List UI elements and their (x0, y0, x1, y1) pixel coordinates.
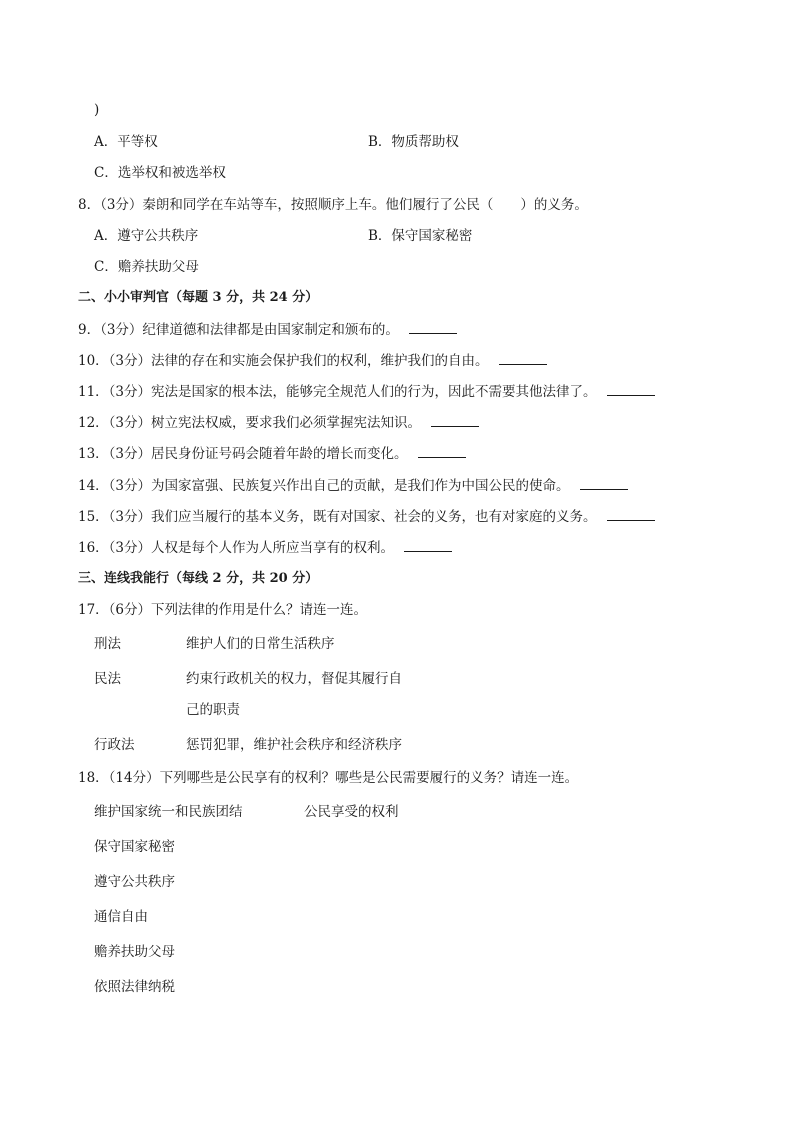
answer-blank[interactable] (418, 445, 466, 458)
q7-option-c: C．选举权和被选举权 (94, 165, 226, 181)
q17-left-item: 刑法 (94, 636, 121, 652)
q17-right-item: 惩罚犯罪，维护社会秩序和经济秩序 (186, 737, 402, 753)
question-12: 12．（3分）树立宪法权威，要求我们必须掌握宪法知识。 (78, 413, 479, 433)
question-11: 11．（3分）宪法是国家的根本法，能够完全规范人们的行为，因此不需要其他法律了。 (78, 382, 655, 402)
q7-stem-tail: ) (94, 102, 100, 118)
q18-left-item: 通信自由 (94, 909, 148, 925)
q18-left-item: 依照法律纳税 (94, 979, 175, 995)
answer-blank[interactable] (499, 352, 547, 365)
answer-blank[interactable] (404, 539, 452, 552)
q17-right-item: 维护人们的日常生活秩序 (186, 636, 335, 652)
q17-left-item: 行政法 (94, 737, 135, 753)
q17-left-item: 民法 (94, 671, 121, 687)
question-10: 10．（3分）法律的存在和实施会保护我们的权利，维护我们的自由。 (78, 351, 547, 371)
q18-left-item: 赡养扶助父母 (94, 944, 175, 960)
q18-left-item: 维护国家统一和民族团结 (94, 804, 243, 820)
q8-stem: 8．（3分）秦朗和同学在车站等车，按照顺序上车。他们履行了公民（ ）的义务。 (78, 197, 588, 213)
q17-right-item: 约束行政机关的权力，督促其履行自 (186, 671, 402, 687)
q18-left-item: 遵守公共秩序 (94, 874, 175, 890)
question-16: 16．（3分）人权是每个人作为人所应当享有的权利。 (78, 538, 452, 558)
q18-right-item: 公民享受的权利 (304, 804, 399, 820)
question-15: 15．（3分）我们应当履行的基本义务，既有对国家、社会的义务，也有对家庭的义务。 (78, 507, 655, 527)
question-9: 9．（3分）纪律道德和法律都是由国家制定和颁布的。 (78, 320, 457, 340)
section2-title: 二、小小审判官（每题 3 分，共 24 分） (78, 290, 319, 305)
q18-stem: 18．（14分）下列哪些是公民享有的权利？哪些是公民需要履行的义务？请连一连。 (78, 770, 579, 786)
q8-option-c: C．赡养扶助父母 (94, 259, 199, 275)
q7-option-b: B．物质帮助权 (368, 134, 459, 150)
question-14: 14．（3分）为国家富强、民族复兴作出自己的贡献，是我们作为中国公民的使命。 (78, 476, 628, 496)
q18-left-item: 保守国家秘密 (94, 839, 175, 855)
section3-title: 三、连线我能行（每线 2 分，共 20 分） (78, 571, 319, 586)
answer-blank[interactable] (580, 477, 628, 490)
answer-blank[interactable] (431, 414, 479, 427)
q17-stem: 17．（6分）下列法律的作用是什么？请连一连。 (78, 602, 368, 618)
q7-option-a: A．平等权 (94, 134, 158, 150)
answer-blank[interactable] (607, 383, 655, 396)
question-13: 13．（3分）居民身份证号码会随着年龄的增长而变化。 (78, 444, 466, 464)
answer-blank[interactable] (607, 508, 655, 521)
q8-option-b: B．保守国家秘密 (368, 228, 473, 244)
q17-right-item: 己的职责 (186, 702, 240, 718)
q8-option-a: A．遵守公共秩序 (94, 228, 199, 244)
answer-blank[interactable] (409, 321, 457, 334)
